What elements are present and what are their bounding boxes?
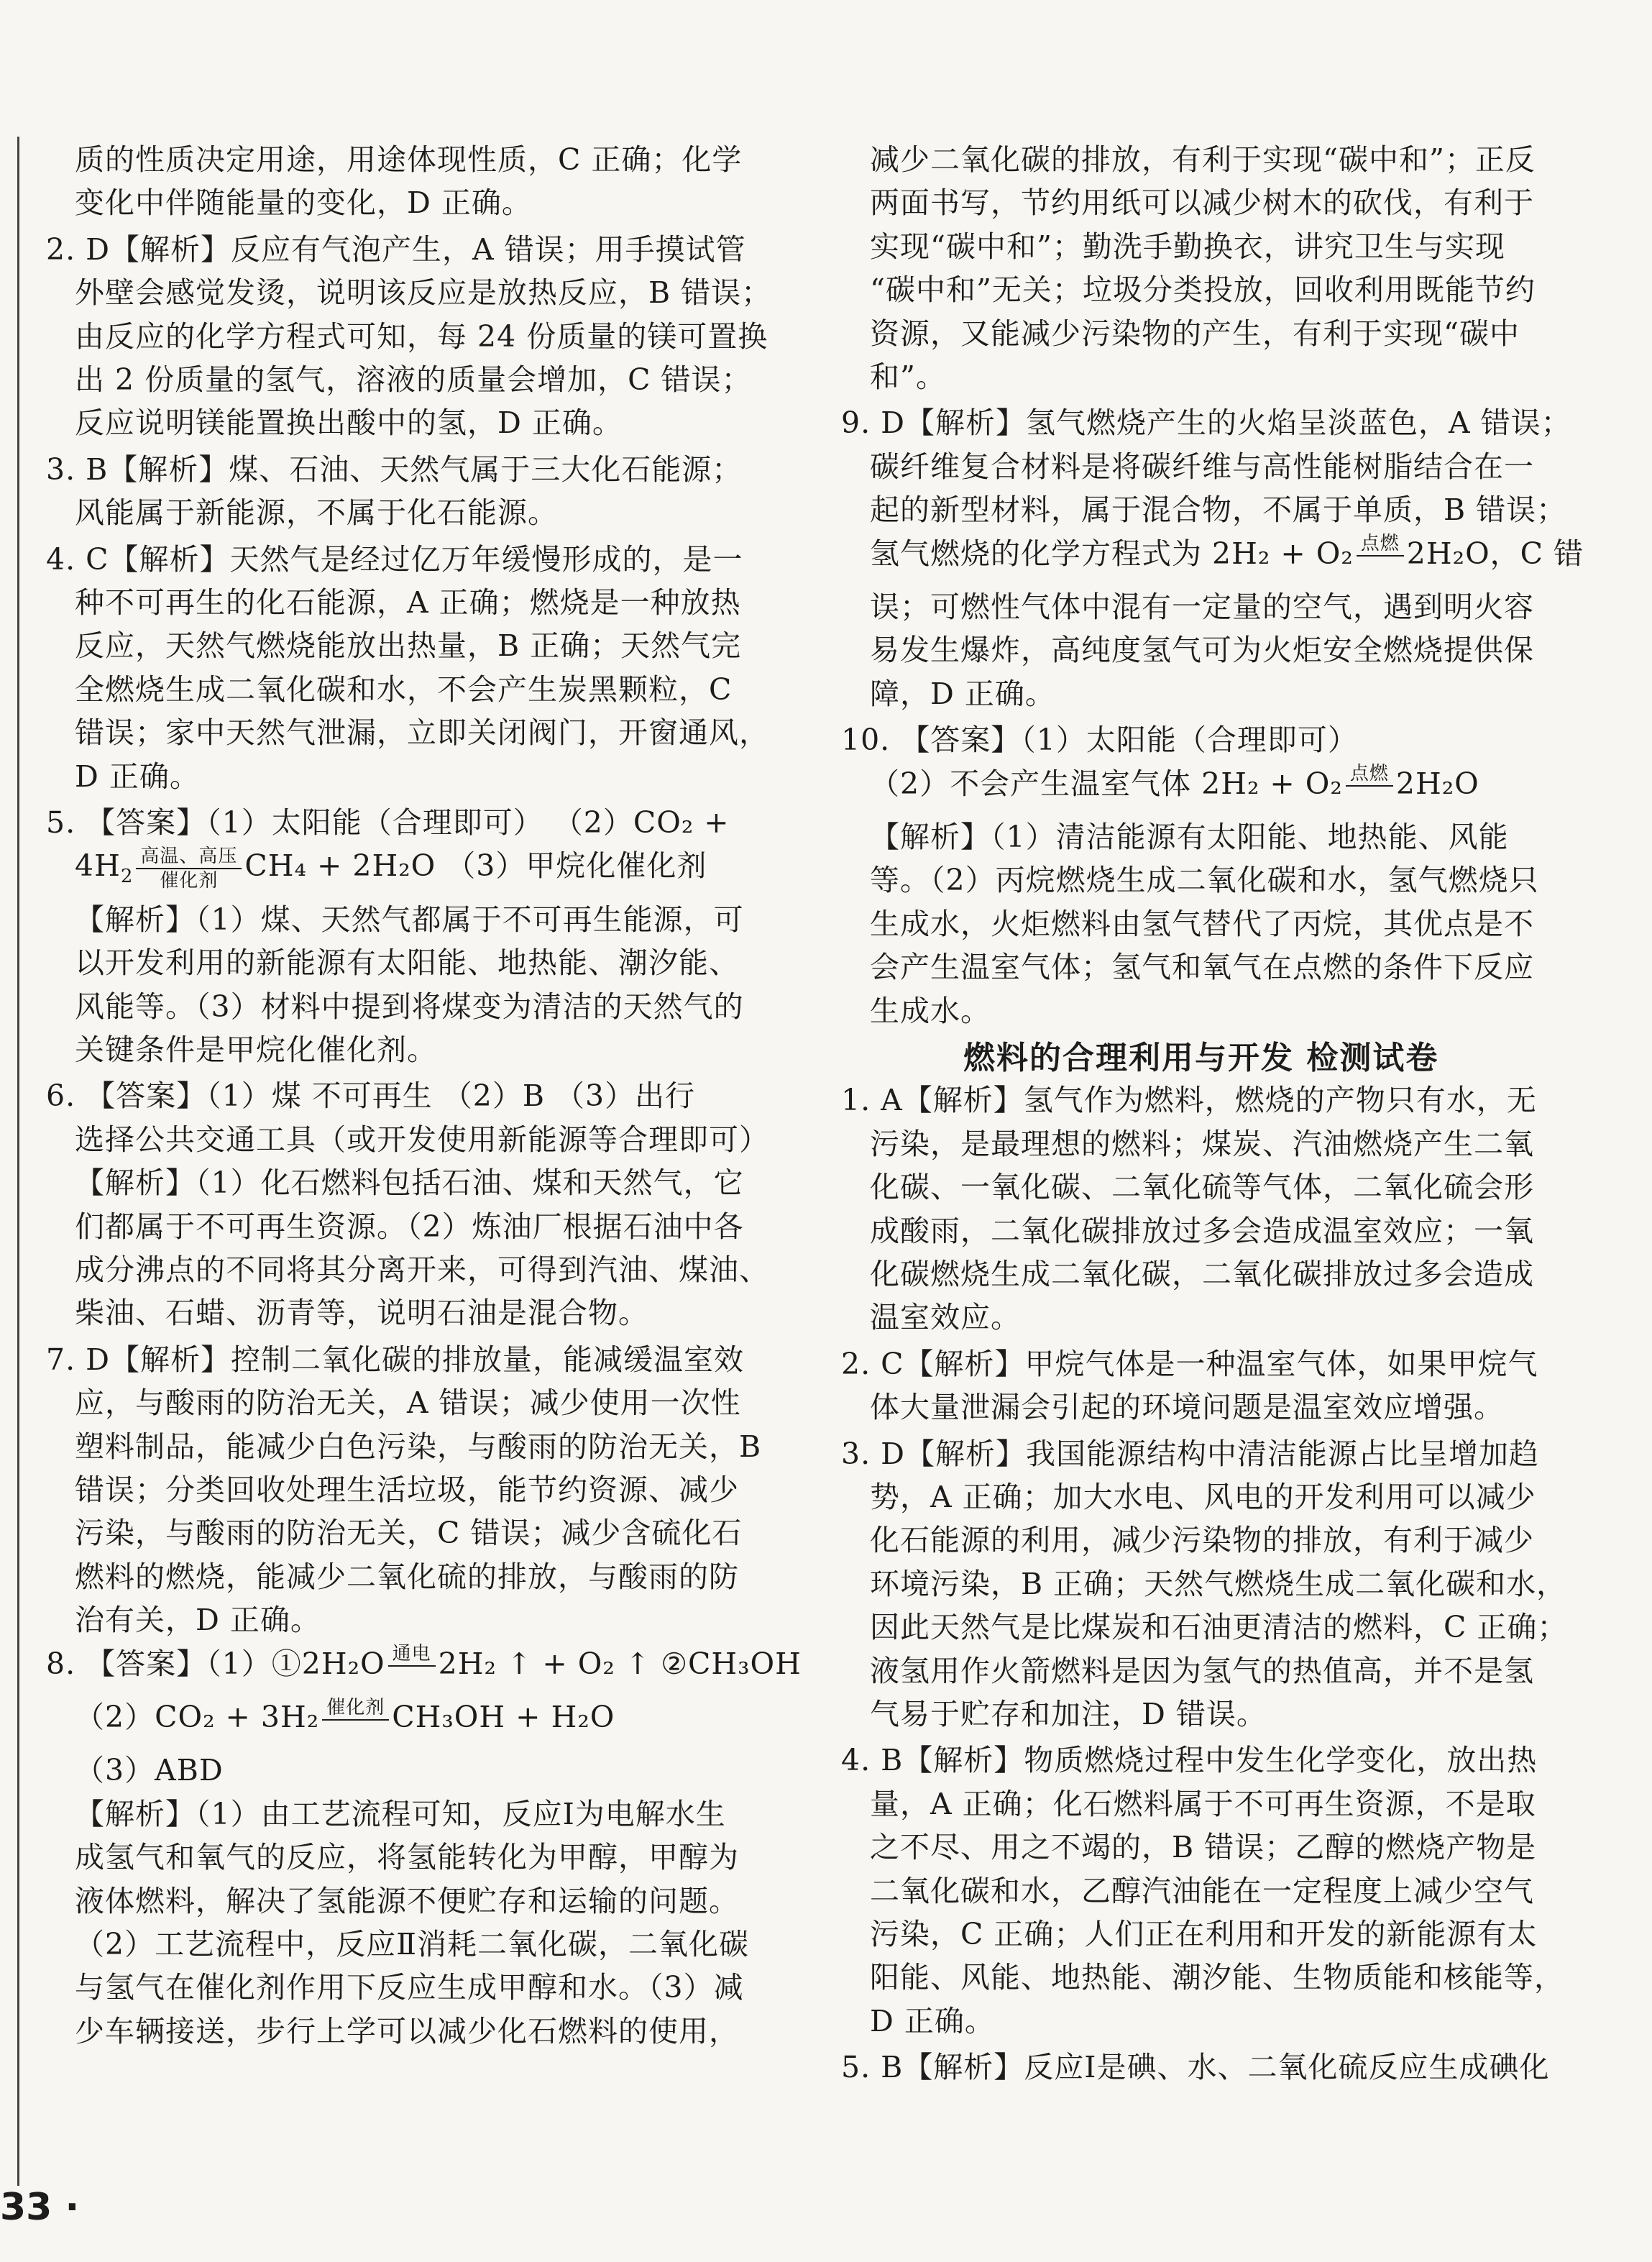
text-line: 风能属于新能源，不属于化石能源。	[75, 495, 558, 531]
subscript: 2	[120, 866, 134, 888]
text-line: 两面书写，节约用纸可以减少树木的砍伐，有利于	[870, 186, 1534, 221]
text-line: 【解析】（1）化石燃料包括石油、煤和天然气，它	[75, 1166, 744, 1201]
text-line: 势，A 正确；加大水电、风电的开发利用可以减少	[870, 1480, 1536, 1514]
text-line: 温室效应。	[870, 1300, 1021, 1335]
answer-item-start: 4. C【解析】天然气是经过亿万年缓慢形成的，是一	[46, 541, 743, 577]
equation-left-side: 8. 【答案】（1）①2H₂O	[46, 1646, 385, 1681]
text-line: 少车辆接送，步行上学可以减少化石燃料的使用，	[75, 2013, 739, 2048]
answer-item-start: 3. D【解析】我国能源结构中清洁能源占比呈增加趋	[841, 1436, 1540, 1471]
answer-item-start: 10. 【答案】（1）太阳能（合理即可）	[841, 723, 1358, 758]
text-line: 们都属于不可再生资源。（2）炼油厂根据石油中各	[75, 1209, 744, 1244]
text-line: 成氢气和氧气的反应，将氢能转化为甲醇，甲醇为	[75, 1840, 739, 1875]
equation-left-side: 4H	[75, 848, 121, 884]
answer-item-start: 6. 【答案】（1）煤 不可再生 （2）B （3）出行	[46, 1079, 696, 1114]
text-line: 碳纤维复合材料是将碳纤维与高性能树脂结合在一	[870, 449, 1534, 484]
text-line: 治有关，D 正确。	[75, 1603, 321, 1638]
answer-item-start: 9. D【解析】氢气燃烧产生的火焰呈淡蓝色，A 错误；	[841, 406, 1571, 441]
text-line: 【解析】（1）煤、天然气都属于不可再生能源，可	[75, 902, 744, 937]
reaction-condition-arrow	[388, 1644, 436, 1688]
reaction-condition-top: 催化剂	[326, 1696, 385, 1718]
text-line: 由反应的化学方程式可知，每 24 份质量的镁可置换	[75, 319, 768, 354]
text-line: 会产生温室气体；氢气和氧气在点燃的条件下反应	[870, 950, 1534, 985]
answer-item-start: 4. B【解析】物质燃烧过程中发生化学变化，放出热	[841, 1743, 1538, 1778]
text-line: 气易于贮存和加注，D 错误。	[870, 1697, 1267, 1731]
text-line: 外壁会感觉发烫，说明该反应是放热反应，B 错误；	[75, 275, 772, 311]
text-line: D 正确。	[75, 759, 200, 794]
equation-right-side: 2H₂ ↑ + O₂ ↑ ②CH₃OH	[438, 1646, 802, 1681]
reaction-condition-bottom: 催化剂	[160, 869, 219, 892]
text-line: 关键条件是甲烷化催化剂。	[75, 1032, 437, 1067]
equation-left-side: （2）CO₂ + 3H₂	[75, 1700, 320, 1734]
text-line: 易发生爆炸，高纯度氢气可为火炬安全燃烧提供保	[870, 633, 1534, 668]
text-line: 减少二氧化碳的排放，有利于实现“碳中和”；正反	[870, 142, 1536, 177]
text-line: 生成水，火炬燃料由氢气替代了丙烷，其优点是不	[870, 906, 1534, 941]
equation-left-side: 氢气燃烧的化学方程式为 2H₂ + O₂	[870, 536, 1354, 571]
text-line: 以开发利用的新能源有太阳能、地热能、潮汐能、	[75, 945, 739, 981]
text-line: 污染，C 正确；人们正在利用和开发的新能源有太	[870, 1917, 1538, 1951]
equation-left-side: （2）不会产生温室气体 2H₂ + O₂	[870, 766, 1343, 801]
chemical-equation-line	[46, 1642, 802, 1689]
page-number: 33 ·	[0, 2186, 80, 2229]
text-line: 塑料制品，能减少白色污染，与酸雨的防治无关，B	[75, 1429, 762, 1464]
text-line: 成分沸点的不同将其分离开来，可得到汽油、煤油、	[75, 1253, 769, 1287]
reaction-condition-bottom	[1346, 788, 1393, 808]
text-line: 与氢气在催化剂作用下反应生成甲醇和水。（3）减	[75, 1970, 744, 2005]
equation-right-side: 2H₂O，C 错	[1406, 536, 1584, 571]
text-line: 质的性质决定用途，用途体现性质，C 正确；化学	[75, 142, 743, 177]
text-line: 出 2 份质量的氢气，溶液的质量会增加，C 错误；	[75, 362, 752, 397]
reaction-condition-top: 点燃	[1349, 763, 1389, 785]
text-line: 资源，又能减少污染物的产生，有利于实现“碳中	[870, 316, 1520, 351]
text-line: “碳中和”无关；垃圾分类投放，回收利用既能节约	[870, 273, 1536, 308]
equation-right-side: CH₄ + 2H₂O （3）甲烷化催化剂	[244, 848, 707, 884]
reaction-condition-top: 点燃	[1360, 533, 1400, 555]
text-line: 环境污染，B 正确；天然气燃烧生成二氧化碳和水，	[870, 1566, 1567, 1601]
equals-bar	[136, 868, 242, 869]
answer-item-start: 5. 【答案】（1）太阳能（合理即可） （2）CO₂ +	[46, 805, 730, 840]
text-line: 种不可再生的化石能源，A 正确；燃烧是一种放热	[75, 585, 741, 620]
text-line: 【解析】（1）由工艺流程可知，反应Ⅰ为电解水生	[75, 1796, 726, 1831]
chemical-equation-line	[870, 762, 1479, 809]
text-line: 生成水。	[870, 993, 991, 1028]
text-line: 成酸雨，二氧化碳排放过多会造成温室效应；一氧	[870, 1213, 1534, 1248]
text-line: 液体燃料，解决了氢能源不便贮存和运输的问题。	[75, 1883, 739, 1918]
text-line: 污染，与酸雨的防治无关，C 错误；减少含硫化石	[75, 1516, 743, 1551]
text-line: （2）工艺流程中，反应Ⅱ消耗二氧化碳，二氧化碳	[75, 1927, 749, 1961]
answer-item-start: 7. D【解析】控制二氧化碳的排放量，能减缓温室效	[46, 1342, 745, 1377]
answer-item-start: 2. C【解析】甲烷气体是一种温室气体，如果甲烷气	[841, 1346, 1538, 1381]
text-line: 【解析】（1）清洁能源有太阳能、地热能、风能	[870, 820, 1509, 854]
text-line: 误；可燃性气体中混有一定量的空气，遇到明火容	[870, 590, 1534, 624]
chemical-equation-line	[75, 1695, 615, 1742]
text-line: 化碳燃烧生成二氧化碳，二氧化碳排放过多会造成	[870, 1257, 1534, 1291]
equation-right-side: CH₃OH + H₂O	[392, 1700, 615, 1734]
text-line: D 正确。	[870, 2003, 995, 2038]
text-line: 全燃烧生成二氧化碳和水，不会产生炭黑颗粒，C	[75, 672, 733, 707]
text-line: 之不尽、用之不竭的，B 错误；乙醇的燃烧产物是	[870, 1830, 1537, 1865]
equals-bar	[1346, 785, 1393, 787]
reaction-condition-bottom	[1357, 558, 1404, 578]
answer-item-start: 1. A【解析】氢气作为燃料，燃烧的产物只有水，无	[841, 1083, 1537, 1118]
text-line: 变化中伴随能量的变化，D 正确。	[75, 186, 532, 221]
text-line: 体大量泄漏会引起的环境问题是温室效应增强。	[870, 1390, 1504, 1425]
left-margin-rule	[17, 137, 19, 2186]
text-line: 风能等。（3）材料中提到将煤变为清洁的天然气的	[75, 989, 744, 1024]
reaction-condition-arrow	[136, 846, 242, 891]
text-line: 阳能、风能、地热能、潮汐能、生物质能和核能等，	[870, 1960, 1564, 1995]
equals-bar	[388, 1665, 436, 1667]
text-line: 污染，是最理想的燃料；煤炭、汽油燃烧产生二氧	[870, 1126, 1534, 1161]
section-title: 燃料的合理利用与开发 检测试卷	[963, 1040, 1439, 1076]
text-line: 应，与酸雨的防治无关，A 错误；减少使用一次性	[75, 1386, 741, 1421]
reaction-condition-arrow	[322, 1698, 389, 1742]
text-line: 错误；家中天然气泄漏，立即关闭阀门，开窗通风，	[75, 715, 769, 751]
text-line: 等。（2）丙烷燃烧生成二氧化碳和水，氢气燃烧只	[870, 863, 1539, 898]
text-line: 反应说明镁能置换出酸中的氢，D 正确。	[75, 406, 623, 441]
answer-item-start: 2. D【解析】反应有气泡产生，A 错误；用手摸试管	[46, 232, 746, 267]
equals-bar	[322, 1719, 389, 1721]
equals-bar	[1357, 555, 1404, 557]
text-line: 实现“碳中和”；勤洗手勤换衣，讲究卫生与实现	[870, 229, 1505, 264]
chemical-equation-line	[870, 532, 1584, 579]
text-line: 起的新型材料，属于混合物，不属于单质，B 错误；	[870, 493, 1567, 528]
equation-right-side: 2H₂O	[1395, 766, 1479, 801]
reaction-condition-arrow	[1357, 534, 1404, 578]
reaction-condition-top: 高温、高压	[140, 845, 238, 867]
text-line: 化石能源的利用，减少污染物的排放，有利于减少	[870, 1523, 1534, 1558]
answer-item-start: 3. B【解析】煤、石油、天然气属于三大化石能源；	[46, 452, 743, 487]
answer-item-start: 5. B【解析】反应Ⅰ是碘、水、二氧化硫反应生成碘化	[841, 2050, 1550, 2085]
reaction-condition-arrow	[1346, 764, 1393, 808]
text-line: 错误；分类回收处理生活垃圾，能节约资源、减少	[75, 1473, 739, 1507]
text-line: 液氢用作火箭燃料是因为氢气的热值高，并不是氢	[870, 1653, 1534, 1688]
text-line: 柴油、石蜡、沥青等，说明石油是混合物。	[75, 1296, 648, 1331]
text-line: 反应，天然气燃烧能放出热量，B 正确；天然气完	[75, 628, 742, 664]
text-line: 和”。	[870, 360, 946, 394]
text-line: 选择公共交通工具（或开发使用新能源等合理即可）	[75, 1122, 769, 1157]
text-line: 二氧化碳和水，乙醇汽油能在一定程度上减少空气	[870, 1873, 1534, 1908]
reaction-condition-bottom	[322, 1722, 389, 1742]
reaction-condition-top: 通电	[392, 1643, 431, 1665]
text-line: 量，A 正确；化石燃料属于不可再生资源，不是取	[870, 1786, 1536, 1821]
text-line: （3）ABD	[75, 1753, 224, 1788]
text-line: 因此天然气是比煤炭和石油更清洁的燃料，C 正确；	[870, 1610, 1568, 1645]
text-line: 燃料的燃烧，能减少二氧化硫的排放，与酸雨的防	[75, 1559, 739, 1594]
chemical-equation-line	[75, 844, 707, 898]
text-line: 障，D 正确。	[870, 676, 1055, 711]
text-line: 化碳、一氧化碳、二氧化硫等气体，二氧化硫会形	[870, 1170, 1534, 1205]
reaction-condition-bottom	[388, 1668, 436, 1688]
